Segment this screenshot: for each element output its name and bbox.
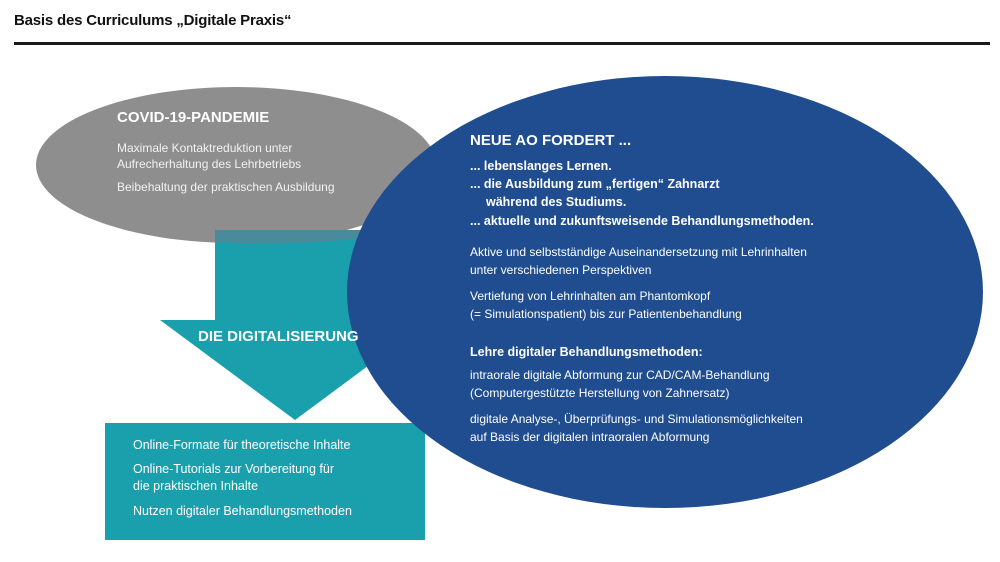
covid-heading: COVID-19-PANDEMIE <box>117 109 270 126</box>
digital-line-4: Nutzen digitaler Behandlungsmethoden <box>133 504 352 518</box>
digital-line-1: Online-Formate für theoretische Inhalte <box>133 438 351 452</box>
ao-p1-line-2: unter verschiedenen Perspektiven <box>470 263 652 277</box>
ao-p2-line-2: (= Simulationspatient) bis zur Patientenbehandlung <box>470 307 742 321</box>
ao-p1-line-1: Aktive und selbstständige Auseinandersetzung mit Lehrinhalten <box>470 245 807 259</box>
page-title: Basis des Curriculums „Digitale Praxis“ <box>14 12 292 29</box>
ao-p3-line-1: intraorale digitale Abformung zur CAD/CAM-Behandlung <box>470 368 770 382</box>
ao-heading: NEUE AO FORDERT ... <box>470 132 632 149</box>
covid-line-2: Aufrecherhaltung des Lehrbetriebs <box>117 157 302 171</box>
ao-p4-line-1: digitale Analyse-, Überprüfungs- und Simulationsmöglichkeiten <box>470 412 803 426</box>
ao-bold-1: ... lebenslanges Lernen. <box>470 159 612 173</box>
covid-line-3: Beibehaltung der praktischen Ausbildung <box>117 180 335 194</box>
digital-line-3: die praktischen Inhalte <box>133 479 259 493</box>
digitalisierung-label: DIE DIGITALISIERUNG <box>198 328 359 345</box>
ao-bold-2: ... die Ausbildung zum „fertigen“ Zahnarzt <box>470 177 720 191</box>
ao-p3-line-2: (Computergestützte Herstellung von Zahnersatz) <box>470 386 730 400</box>
covid-line-1: Maximale Kontaktreduktion unter <box>117 141 293 155</box>
ao-sub-heading: Lehre digitaler Behandlungsmethoden: <box>470 345 703 359</box>
ao-p4-line-2: auf Basis der digitalen intraoralen Abformung <box>470 430 710 444</box>
ao-bold-4: ... aktuelle und zukunftsweisende Behandlungsmethoden. <box>470 214 814 228</box>
ao-bold-3: während des Studiums. <box>486 195 627 209</box>
ao-p2-line-1: Vertiefung von Lehrinhalten am Phantomkopf <box>470 289 711 303</box>
digital-line-2: Online-Tutorials zur Vorbereitung für <box>133 462 335 476</box>
